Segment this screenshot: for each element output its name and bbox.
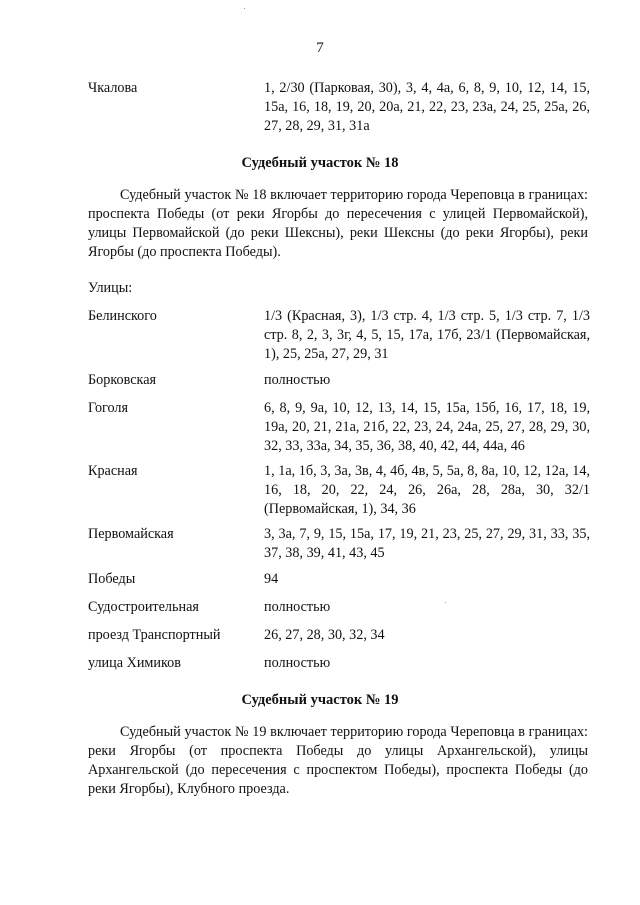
street-name: проезд Транспортный <box>88 627 221 643</box>
street-name: Белинского <box>88 308 157 324</box>
house-numbers: 1, 2/30 (Парковая, 30), 3, 4, 4а, 6, 8, 9, 10, 12, 14, 15, 15а, 16, 18, 19, 20, 20а, 21, 22, 23, 23а, 24, 25, 25а, 26, 27, 28, 29, 31, 31а <box>264 80 590 134</box>
page-number: 7 <box>316 40 324 56</box>
street-name: Гоголя <box>88 400 129 416</box>
house-numbers: 1/3 (Красная, 3), 1/3 стр. 4, 1/3 стр. 5, 1/3 стр. 7, 1/3 стр. 8, 2, 3, 3г, 4, 5, 15, 17а, 17б, 23/1 (Первомайская, 1), 25, 25а, 27, 29, 31 <box>264 308 590 362</box>
street-name: Победы <box>88 571 136 587</box>
street-name: Судостроительная <box>88 599 199 615</box>
house-numbers: 26, 27, 28, 30, 32, 34 <box>264 627 385 643</box>
section-18-description: Судебный участок № 18 включает территорию города Череповца в границах: проспекта Победы (от реки Ягорбы до пересечения с улицей Первомайской), улицы Первомайской (до реки Шексны), реки Шексны (до реки Ягорбы), реки Ягорбы (до проспекта Победы). <box>88 187 588 260</box>
house-numbers: 3, 3а, 7, 9, 15, 15а, 17, 19, 21, 23, 25, 27, 29, 31, 33, 35, 37, 38, 39, 41, 43, 45 <box>264 526 590 561</box>
street-name: Борковская <box>88 372 157 388</box>
street-name: Первомайская <box>88 526 174 542</box>
house-numbers: 94 <box>264 571 279 587</box>
street-name: Красная <box>88 463 138 479</box>
streets-label: Улицы: <box>88 280 133 296</box>
street-name: Чкалова <box>88 80 138 96</box>
house-numbers: полностью <box>264 655 331 671</box>
house-numbers: 1, 1а, 1б, 3, 3а, 3в, 4, 4б, 4в, 5, 5а, 8, 8а, 10, 12, 12а, 14, 16, 18, 20, 22, 24, 26, 26а, 28, 28а, 30, 32/1 (Первомайская, 1), 34, 36 <box>264 463 590 517</box>
section-19-description: Судебный участок № 19 включает территорию города Череповца в границах: реки Ягорбы (от проспекта Победы до улицы Архангельской), улицы Архангельской (до пересечения с проспектом Победы), проспекта Победы (до реки Ягорбы), Клубного проезда. <box>88 724 588 797</box>
house-numbers: 6, 8, 9, 9а, 10, 12, 13, 14, 15, 15а, 15б, 16, 17, 18, 19, 19а, 20, 21, 21а, 21б, 22, 23, 24, 24а, 25, 27, 28, 29, 30, 32, 33, 33а, 34, 35, 36, 38, 40, 42, 44, 44а, 46 <box>264 400 590 454</box>
street-name: улица Химиков <box>88 655 181 671</box>
section-18-heading: Судебный участок № 18 <box>241 155 399 171</box>
house-numbers: полностью <box>264 599 331 615</box>
house-numbers: полностью <box>264 372 331 388</box>
section-19-heading: Судебный участок № 19 <box>241 692 399 708</box>
